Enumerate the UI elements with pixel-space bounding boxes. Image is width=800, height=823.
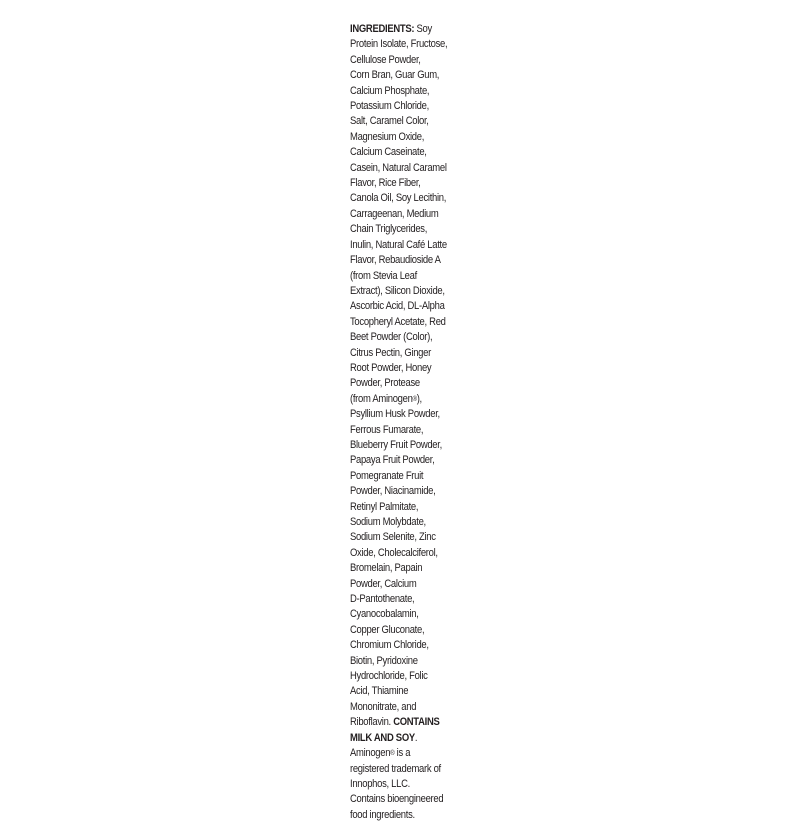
ingredients-text: Corn Bran, Guar Gum, [350, 69, 440, 82]
ingredients-text: (from Stevia Leaf [350, 269, 417, 282]
ingredients-text: Inulin, Natural Café Latte [350, 238, 447, 251]
ingredients-text: Riboflavin. [350, 716, 394, 729]
ingredients-text: Calcium Phosphate, [350, 84, 430, 97]
ingredients-text: Mononitrate, and [350, 700, 417, 713]
ingredients-text: Biotin, Pyridoxine [350, 654, 418, 667]
ingredients-text: Powder, Protease [350, 377, 420, 390]
ingredients-text: Bromelain, Papain [350, 562, 423, 575]
trademark-text: registered trademark of [350, 762, 441, 775]
ingredients-text: Cellulose Powder, [350, 53, 421, 66]
ingredients-text: Soy [414, 23, 432, 35]
ingredients-text: Potassium Chloride, [350, 100, 429, 113]
ingredients-heading: INGREDIENTS: [350, 23, 415, 35]
ingredients-text: Flavor, Rebaudioside A [350, 254, 441, 267]
ingredients-text: Tocopheryl Acetate, Red [350, 315, 446, 328]
ingredients-text: Powder, Niacinamide, [350, 485, 436, 498]
registered-mark: ® [390, 750, 395, 758]
ingredients-text: Sodium Molybdate, [350, 516, 426, 528]
registered-mark: ® [412, 395, 417, 403]
ingredients-aminogen-line [350, 392, 453, 407]
ingredients-text: Canola Oil, Soy Lecithin, [350, 192, 447, 205]
ingredients-text: Root Powder, Honey [350, 361, 432, 374]
trademark-text: Innophos, LLC. [350, 777, 410, 790]
ingredients-text: Citrus Pectin, Ginger [350, 346, 431, 359]
ingredients-text: (from Aminogen [350, 392, 413, 405]
ingredients-text: Beet Powder (Color), [350, 331, 433, 344]
ingredients-text: Retinyl Palmitate, [350, 500, 419, 513]
ingredients-text: Magnesium Oxide, [350, 130, 425, 143]
trademark-text: Aminogen [350, 747, 391, 760]
ingredients-label [350, 22, 453, 823]
ingredients-text: D-Pantothenate, [350, 593, 415, 606]
bioengineered-text: food ingredients. [350, 808, 415, 821]
trademark-text: is a [394, 747, 411, 760]
ingredients-text: Protein Isolate, Fructose, [350, 38, 448, 51]
ingredients-text: Copper Gluconate, [350, 623, 425, 636]
ingredients-text: Hydrochloride, Folic [350, 670, 428, 683]
ingredients-text: Chromium Chloride, [350, 639, 429, 652]
ingredients-text: Ferrous Fumarate, [350, 423, 424, 436]
ingredients-text: Papaya Fruit Powder, [350, 454, 435, 467]
ingredients-text: Pomegranate Fruit [350, 469, 424, 482]
ingredients-text: Extract), Silicon Dioxide, [350, 284, 445, 297]
ingredients-text: Casein, Natural Caramel [350, 161, 447, 174]
ingredients-text: Chain Triglycerides, [350, 223, 428, 236]
allergen-statement: CONTAINS [393, 716, 440, 729]
allergen-line-2 [350, 731, 453, 746]
ingredients-text: Salt, Caramel Color, [350, 115, 429, 128]
allergen-statement: MILK AND SOY [350, 731, 415, 744]
ingredients-text: Sodium Selenite, Zinc [350, 531, 436, 544]
trademark-line-1 [350, 746, 453, 761]
ingredients-text: Flavor, Rice Fiber, [350, 177, 421, 190]
ingredients-text: Oxide, Cholecalciferol, [350, 546, 438, 559]
ingredients-text: Cyanocobalamin, [350, 608, 419, 621]
ingredients-text: ), [416, 392, 422, 405]
bioengineered-text: Contains bioengineered [350, 793, 444, 806]
ingredients-text: Blueberry Fruit Powder, [350, 438, 442, 451]
ingredients-line-1 [350, 22, 453, 37]
ingredients-text: Acid, Thiamine [350, 685, 409, 698]
ingredients-text: Carrageenan, Medium [350, 207, 439, 220]
allergen-line-1 [350, 715, 453, 730]
ingredients-text: Powder, Calcium [350, 577, 417, 590]
ingredients-text: Ascorbic Acid, DL-Alpha [350, 300, 445, 313]
ingredients-text: Calcium Caseinate, [350, 146, 427, 159]
allergen-period: . [414, 731, 418, 744]
ingredients-text: Psyllium Husk Powder, [350, 408, 440, 421]
